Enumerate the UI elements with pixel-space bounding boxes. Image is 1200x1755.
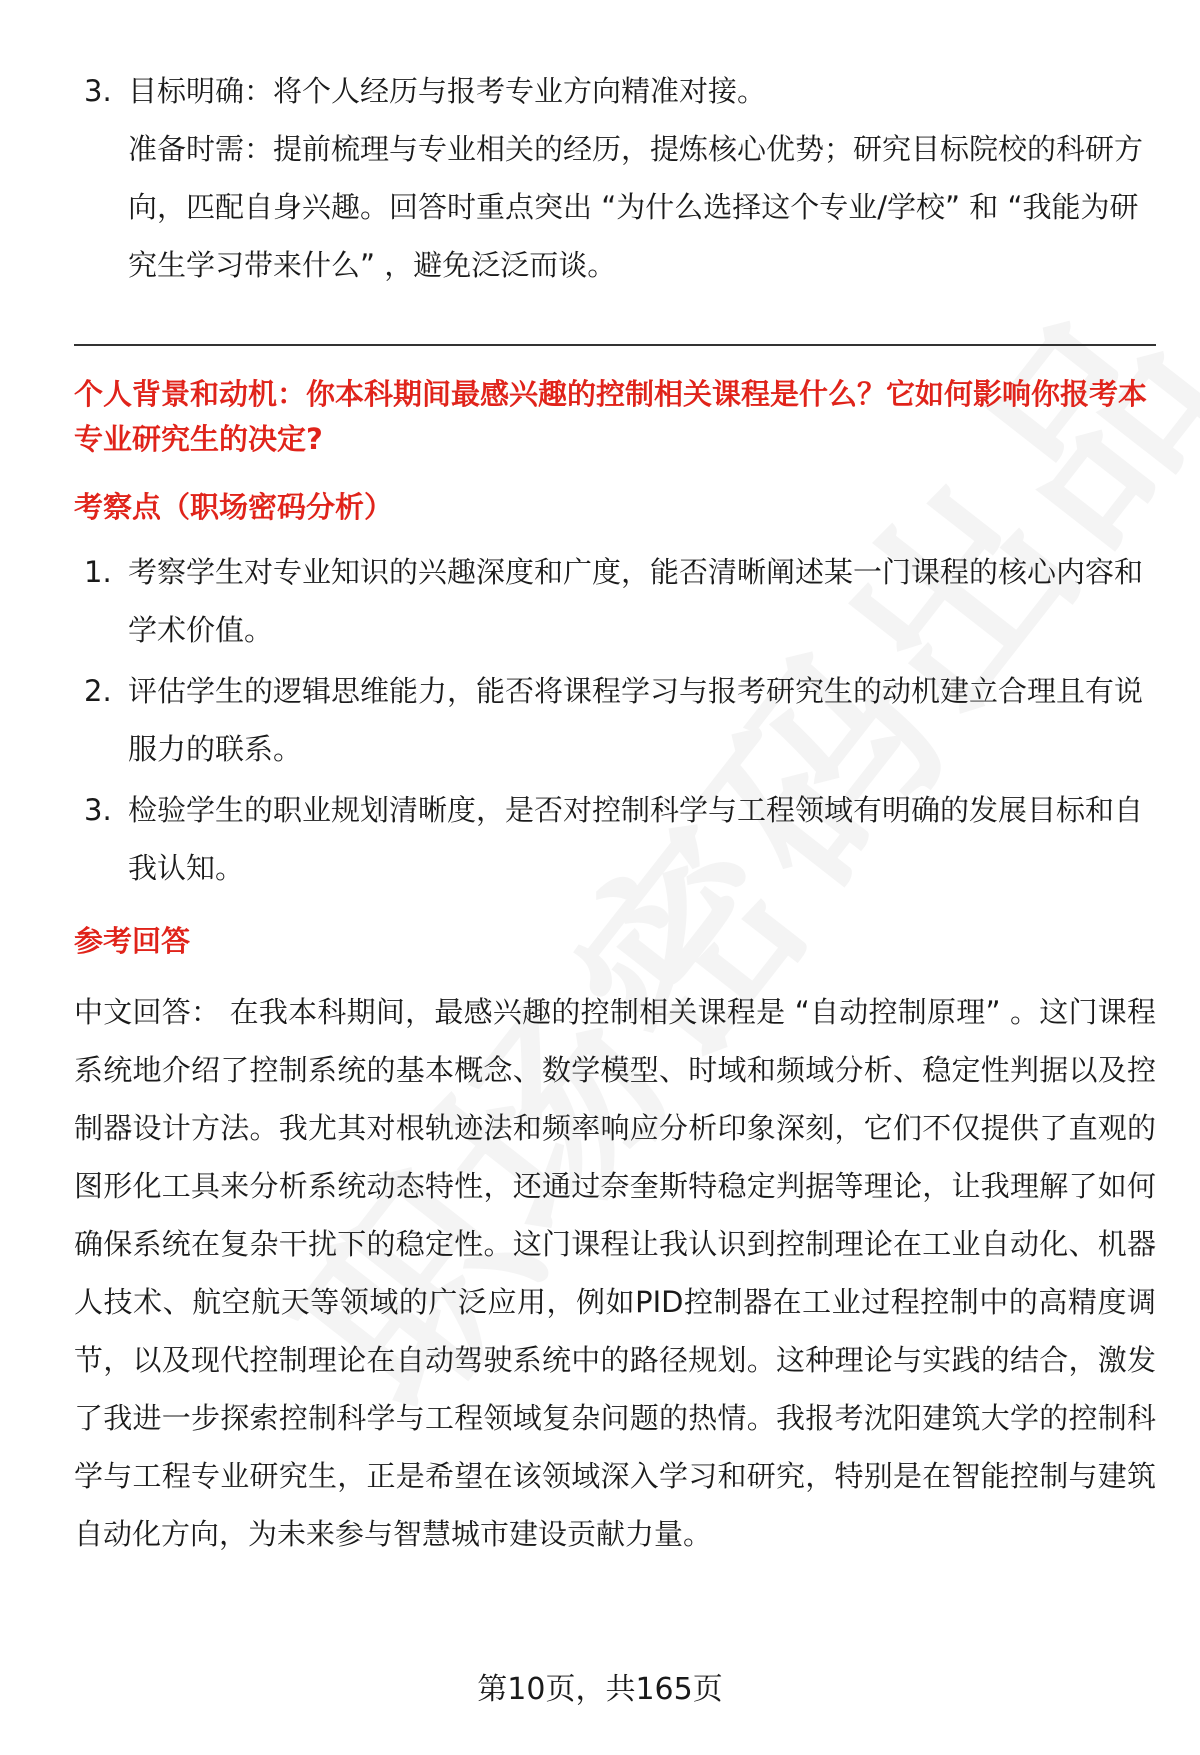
section-divider: [74, 344, 1156, 346]
goal-item: [74, 62, 1156, 120]
answer-title: 参考回答: [74, 924, 191, 958]
list-item: [74, 781, 1156, 897]
assessment-title: 考察点（职场密码分析）: [74, 490, 394, 524]
page-number: 第10页，共165页: [477, 1672, 723, 1707]
list-item-number: 1.: [84, 555, 112, 589]
goal-item-number: 3.: [84, 74, 112, 108]
list-item-number: 2.: [84, 674, 112, 708]
assessment-list: [74, 543, 1156, 897]
list-item-number: 3.: [84, 793, 112, 827]
goal-item-prep: 准备时需：提前梳理与专业相关的经历，提炼核心优势；研究目标院校的科研方向，匹配自身兴趣。回答时重点突出 “为什么选择这个专业/学校” 和 “我能为研究生学习带来什么” ，避免泛泛而谈。: [128, 132, 1144, 282]
list-item-text: 评估学生的逻辑思维能力，能否将课程学习与报考研究生的动机建立合理且有说服力的联系。: [128, 674, 1144, 766]
answer-paragraph: 中文回答： 在我本科期间，最感兴趣的控制相关课程是 “自动控制原理” 。这门课程系统地介绍了控制系统的基本概念、数学模型、时域和频域分析、稳定性判据以及控制器设计方法。我尤其对根轨迹法和频率响应分析印象深刻，它们不仅提供了直观的图形化工具来分析系统动态特性，还通过奈奎斯特稳定判据等理论，让我理解了如何确保系统在复杂干扰下的稳定性。这门课程让我认识到控制理论在工业自动化、机器人技术、航空航天等领域的广泛应用，例如PID控制器在工业过程控制中的高精度调节，以及现代控制理论在自动驾驶系统中的路径规划。这种理论与实践的结合，激发了我进一步探索控制科学与工程领域复杂问题的热情。我报考沈阳建筑大学的控制科学与工程专业研究生，正是希望在该领域深入学习和研究，特别是在智能控制与建筑自动化方向，为未来参与智慧城市建设贡献力量。: [74, 995, 1156, 1551]
list-item-text: 考察学生对专业知识的兴趣深度和广度，能否清晰阐述某一门课程的核心内容和学术价值。: [128, 555, 1144, 647]
question-heading: 个人背景和动机：你本科期间最感兴趣的控制相关课程是什么？它如何影响你报考本专业研究生的决定?: [74, 377, 1148, 456]
list-item: [74, 662, 1156, 778]
goal-item-text: 目标明确：将个人经历与报考专业方向精准对接。: [128, 74, 767, 108]
list-item-text: 检验学生的职业规划清晰度，是否对控制科学与工程领域有明确的发展目标和自我认知。: [128, 793, 1144, 885]
list-item: [74, 543, 1156, 659]
page-content: [74, 62, 1156, 1563]
